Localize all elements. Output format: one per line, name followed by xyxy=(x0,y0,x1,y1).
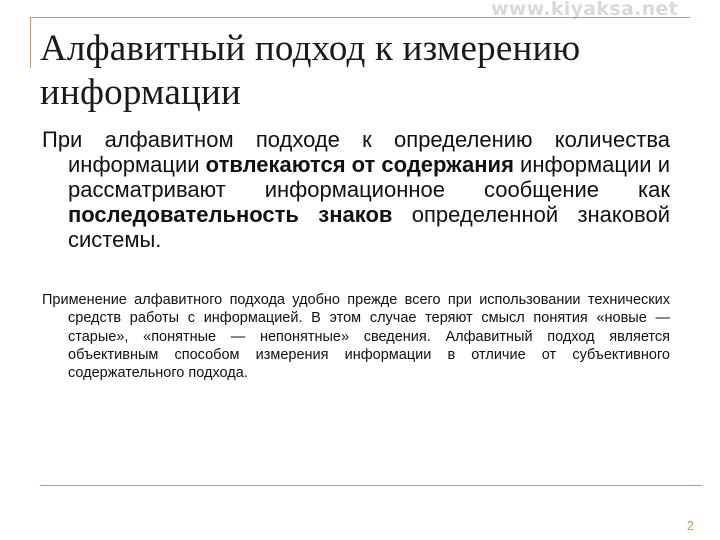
paragraph-text: определенной знаковой системы. xyxy=(68,202,670,252)
main-paragraph xyxy=(42,127,670,252)
slide-title: Алфавитный подход к измерению информации xyxy=(40,28,581,113)
watermark-text: www.kiyaksa.net xyxy=(491,0,678,20)
paragraph-text: информации и рассматривают информационное сообщение как xyxy=(68,152,670,202)
bold-phrase: последовательность знаков xyxy=(68,202,393,227)
footer-divider xyxy=(40,485,702,486)
frame-top-line xyxy=(30,17,690,18)
secondary-paragraph: Применение алфавитного подхода удобно прежде всего при использовании технических средств работы с информацией. В этом случае теряют смысл понятия «новые — старые», «понятные — непонятные» сведения. Алфавитный подход является объективным способом измерения информации в отличие от субъективного содержательного подхода. xyxy=(42,292,670,382)
frame-left-line xyxy=(30,17,31,68)
paragraph-text: При алфавитном подходе к определению количества информации xyxy=(42,127,670,177)
page-number: 2 xyxy=(686,518,694,533)
bold-phrase: отвлекаются от содержания xyxy=(205,152,514,177)
